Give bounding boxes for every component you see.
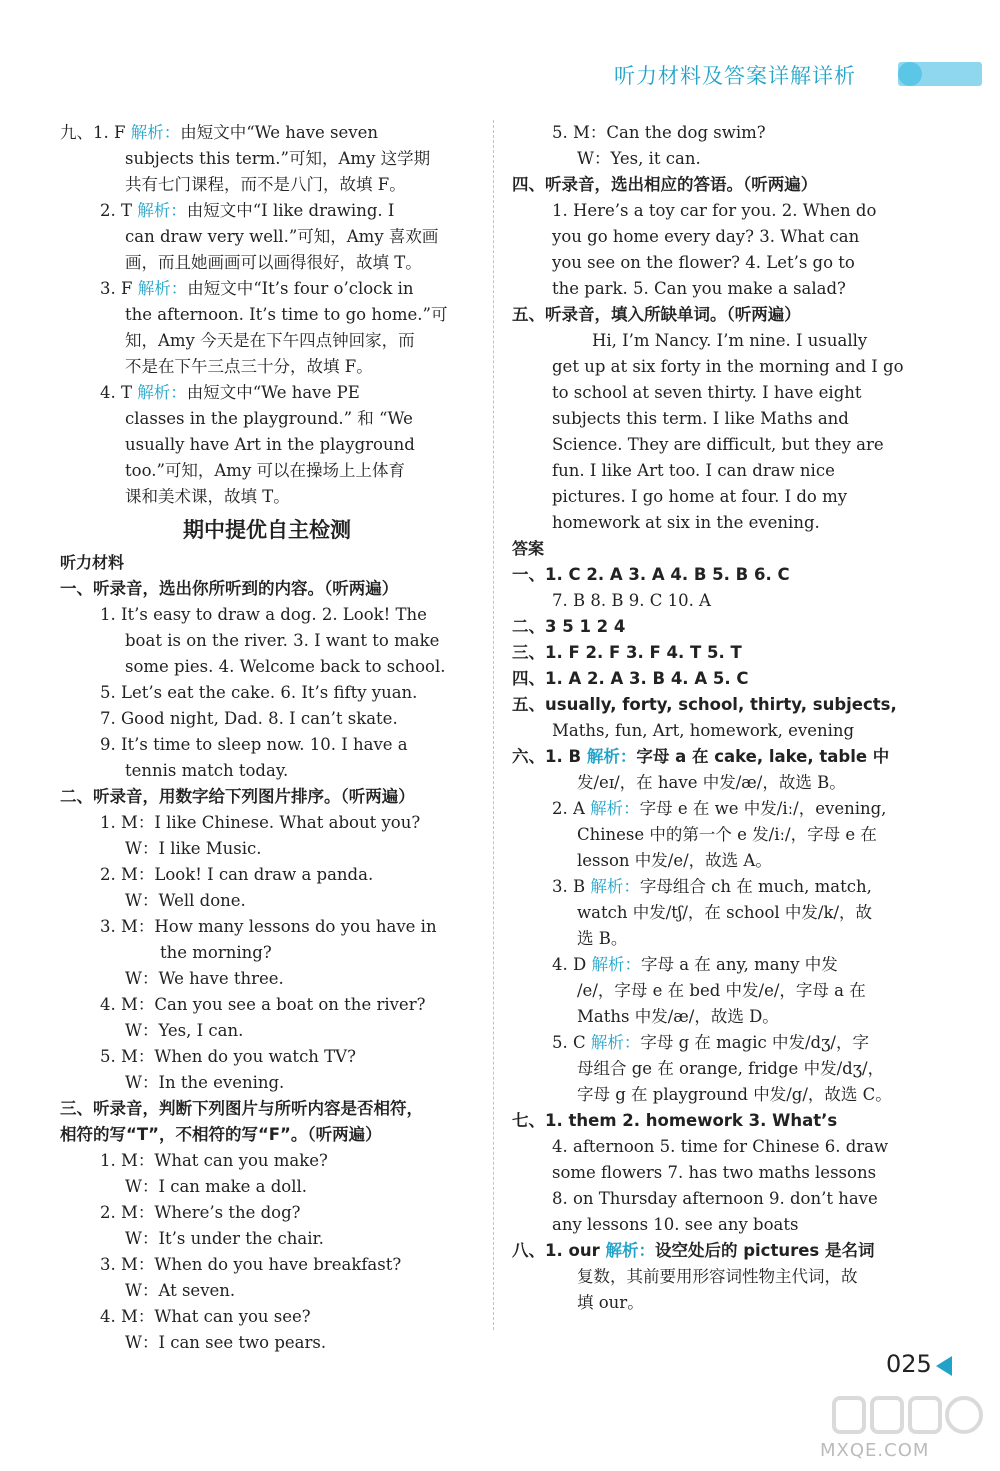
right-cont-line: subjects this term. I like Maths and	[552, 409, 849, 428]
right-item-line: 5. M：Can the dog swim?	[552, 123, 766, 142]
left-item-line: 1. M：What can you make?	[100, 1151, 328, 1170]
right-sec-line: 一、1. C 2. A 3. A 4. B 5. B 6. C	[512, 565, 790, 584]
right-item-line: Maths, fun, Art, homework, evening	[552, 721, 855, 740]
left-dlg-line: W：Well done.	[125, 891, 246, 910]
watermark-text: MXQE.COM	[820, 1440, 930, 1461]
left-dlg-line: W：I like Music.	[125, 839, 262, 858]
right-cont2-line: 字母 g 在 playground 中发/g/，故选 C。	[577, 1085, 892, 1104]
left-hdr-line: 听力材料	[60, 553, 125, 572]
left-cont-line: usually have Art in the playground	[125, 435, 415, 454]
left-item-line: 1. M：I like Chinese. What about you?	[100, 813, 421, 832]
left-item-line: 2. M：Look! I can draw a panda.	[100, 865, 374, 884]
right-cont2-line: lesson 中发/e/，故选 A。	[577, 851, 772, 870]
right-item-line: 3. B 解析：字母组合 ch 在 much, match,	[552, 877, 872, 896]
left-item-line: 4. M：What can you see?	[100, 1307, 311, 1326]
header-title: 听力材料及答案详解详析	[614, 64, 856, 88]
left-item-line: 1. It’s easy to draw a dog. 2. Look! The	[100, 605, 427, 624]
right-sec-line: 五、听录音，填入所缺单词。（听两遍）	[512, 305, 801, 324]
right-cont-line: you see on the flower? 4. Let’s go to	[552, 253, 855, 272]
left-cont-line: 共有七门课程，而不是八门，故填 F。	[125, 175, 406, 194]
left-cont-line: 知，Amy 今天是在下午四点钟回家，而	[125, 331, 415, 350]
left-sec-line: 三、听录音，判断下列图片与所听内容是否相符，	[60, 1099, 423, 1118]
analysis-tag: 解析：	[130, 123, 181, 142]
analysis-tag: 解析：	[137, 279, 188, 298]
left-dlg-line: W：In the evening.	[125, 1073, 285, 1092]
left-cont-line: can draw very well.”可知，Amy 喜欢画	[125, 227, 439, 246]
analysis-tag: 解析：	[137, 201, 187, 220]
right-item-line: 2. A 解析：字母 e 在 we 中发/iː/，evening,	[552, 799, 887, 818]
right-sec-line: 三、1. F 2. F 3. F 4. T 5. T	[512, 643, 742, 662]
page-arrow-icon	[936, 1356, 952, 1376]
analysis-tag: 解析：	[605, 1241, 655, 1260]
right-cont2-line: /e/，字母 e 在 bed 中发/e/，字母 a 在	[577, 981, 866, 1000]
analysis-tag: 解析：	[137, 383, 187, 402]
left-item-line: 5. Let’s eat the cake. 6. It’s fifty yuan.	[100, 683, 418, 702]
right-cont-line: fun. I like Art too. I can draw nice	[552, 461, 835, 480]
right-item-line: 4. D 解析：字母 a 在 any, many 中发	[552, 955, 838, 974]
right-item-line: 4. afternoon 5. time for Chinese 6. draw	[552, 1137, 889, 1156]
left-dlg-line: W：At seven.	[125, 1281, 236, 1300]
right-cont-line: Science. They are difficult, but they are	[552, 435, 884, 454]
left-cont-line: 课和美术课，故填 T。	[125, 487, 290, 506]
left-cont-line: classes in the playground.” 和 “We	[125, 409, 413, 428]
right-item-line: 1. Here’s a toy car for you. 2. When do	[552, 201, 877, 220]
left-cont-line: tennis match today.	[125, 761, 289, 780]
right-cont-line: to school at seven thirty. I have eight	[552, 383, 862, 402]
right-sec-line: 二、3 5 1 2 4	[512, 617, 626, 636]
right-cont-line: the park. 5. Can you make a salad?	[552, 279, 846, 298]
left-cont-line: some pies. 4. Welcome back to school.	[125, 657, 446, 676]
left-dlg-line: W：I can make a doll.	[125, 1177, 308, 1196]
right-cont-line: some flowers 7. has two maths lessons	[552, 1163, 877, 1182]
left-item-line: 2. T 解析：由短文中“I like drawing. I	[100, 201, 395, 220]
right-hdr-line: 答案	[512, 539, 545, 558]
analysis-tag: 解析：	[591, 955, 641, 974]
right-item-line: 5. C 解析：字母 g 在 magic 中发/dʒ/，字	[552, 1033, 869, 1052]
right-cont-line: any lessons 10. see any boats	[552, 1215, 799, 1234]
left-cont-line: 画，而且她画画可以画得很好，故填 T。	[125, 253, 422, 272]
right-item-line: 7. B 8. B 9. C 10. A	[552, 591, 711, 610]
right-sec-line: 七、1. them 2. homework 3. What’s	[512, 1111, 838, 1130]
left-cont-line: too.”可知，Amy 可以在操场上上体育	[125, 461, 406, 480]
right-column	[512, 120, 922, 1316]
right-cont2-line: 发/eɪ/，在 have 中发/æ/，故选 B。	[577, 773, 846, 792]
left-sec-line: 相符的写“T”，不相符的写“F”。（听两遍）	[60, 1125, 382, 1144]
right-cont2-line: Maths 中发/æ/，故选 D。	[577, 1007, 779, 1026]
left-dlg-line: W：I can see two pears.	[125, 1333, 327, 1352]
left-item-line: 4. T 解析：由短文中“We have PE	[100, 383, 360, 402]
left-item-line: 3. M：When do you have breakfast?	[100, 1255, 402, 1274]
page-number: 025	[886, 1350, 932, 1378]
right-cont2-line: 填 our。	[577, 1293, 644, 1312]
right-cont-line: get up at six forty in the morning and I go	[552, 357, 904, 376]
left-item-line: 7. Good night, Dad. 8. I can’t skate.	[100, 709, 398, 728]
left-item-line: 9. It’s time to sleep now. 10. I have a	[100, 735, 408, 754]
left-item-line: 2. M：Where’s the dog?	[100, 1203, 301, 1222]
left-item-line: 3. F 解析：由短文中“It’s four o’clock in	[100, 279, 414, 298]
right-cont-line: pictures. I go home at four. I do my	[552, 487, 848, 506]
right-sec-line: 五、usually, forty, school, thirty, subjects,	[512, 695, 897, 714]
left-title-line: 期中提优自主检测	[183, 518, 351, 542]
analysis-tag: 解析：	[590, 799, 640, 818]
analysis-tag: 解析：	[586, 747, 637, 766]
analysis-tag: 解析：	[590, 1033, 641, 1052]
left-column	[60, 120, 474, 1356]
left-cont-line: subjects this term.”可知，Amy 这学期	[125, 149, 431, 168]
right-sec-line: 六、1. B 解析：字母 a 在 cake, lake, table 中	[512, 747, 890, 766]
left-cont-line: the afternoon. It’s time to go home.”可	[125, 305, 448, 324]
right-cont2-line: 母组合 ge 在 orange, fridge 中发/dʒ/，	[577, 1059, 885, 1078]
left-dlg2-line: the morning?	[160, 943, 272, 962]
analysis-tag: 解析：	[590, 877, 640, 896]
right-dlg-line: W：Yes, it can.	[577, 149, 701, 168]
left-dlg-line: W：Yes, I can.	[125, 1021, 244, 1040]
left-item-line: 5. M：When do you watch TV?	[100, 1047, 356, 1066]
left-cont-line: 不是在下午三点三十分，故填 F。	[125, 357, 373, 376]
left-line-line: 九、1. F 解析：由短文中“We have seven	[60, 123, 378, 142]
right-item-line: 8. on Thursday afternoon 9. don’t have	[552, 1189, 878, 1208]
left-dlg-line: W：It’s under the chair.	[125, 1229, 324, 1248]
left-cont-line: boat is on the river. 3. I want to make	[125, 631, 440, 650]
right-cont2-line: 选 B。	[577, 929, 628, 948]
right-cont2-line: watch 中发/tʃ/，在 school 中发/k/，故	[577, 903, 873, 922]
right-cont-line: homework at six in the evening.	[552, 513, 820, 532]
decoration-dot-icon	[898, 62, 922, 86]
left-sec-line: 二、听录音，用数字给下列图片排序。（听两遍）	[60, 787, 415, 806]
header-decoration	[898, 62, 982, 86]
left-dlg-line: W：We have three.	[125, 969, 284, 988]
right-sec-line: 四、1. A 2. A 3. B 4. A 5. C	[512, 669, 749, 688]
left-item-line: 3. M：How many lessons do you have in	[100, 917, 437, 936]
right-sec-line: 八、1. our 解析：设空处后的 pictures 是名词	[512, 1241, 875, 1260]
left-item-line: 4. M：Can you see a boat on the river?	[100, 995, 426, 1014]
right-cont2-line: Chinese 中的第一个 e 发/iː/，字母 e 在	[577, 825, 877, 844]
right-cont-line: you go home every day? 3. What can	[552, 227, 860, 246]
left-sec-line: 一、听录音，选出你所听到的内容。（听两遍）	[60, 579, 399, 598]
right-sec-line: 四、听录音，选出相应的答语。（听两遍）	[512, 175, 818, 194]
column-divider	[493, 120, 494, 1330]
right-item-line: Hi, I’m Nancy. I’m nine. I usually	[592, 331, 868, 350]
right-cont2-line: 复数，其前要用形容词性物主代词，故	[577, 1267, 858, 1286]
